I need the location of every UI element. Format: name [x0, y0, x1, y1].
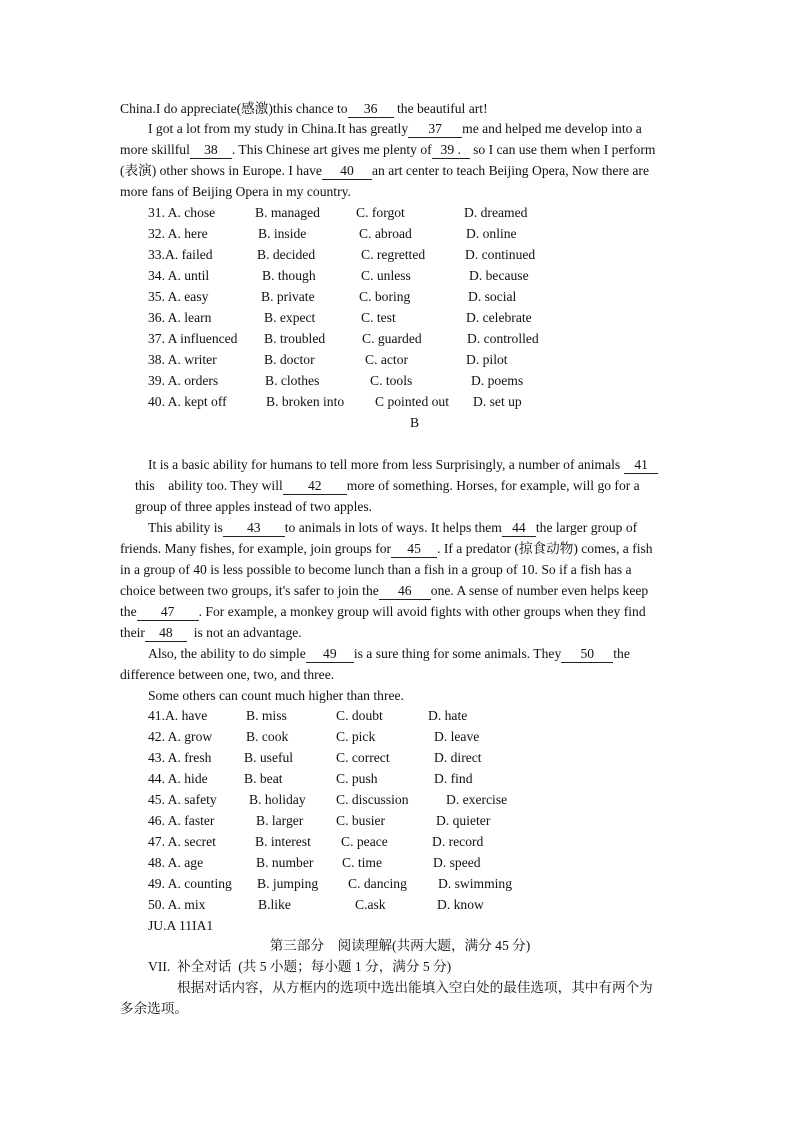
blank-49: 49 [306, 645, 354, 663]
blank-38: 38 [190, 141, 232, 159]
blank-36: 36 [348, 100, 394, 118]
passage-b-line-11: difference between one, two, and three. [120, 667, 335, 682]
passage-b-line-8: the 47 . For example, a monkey group will avoid fights with other groups when they find [120, 604, 646, 619]
section-seven-heading: VII. 补全对话 (共 5 小题；每小题 1 分，满分 5 分) [148, 959, 452, 974]
passage-b-line-12: Some others can count much higher than three. [148, 688, 404, 703]
passage-a-line-5: more fans of Beijing Opera in my country. [120, 184, 351, 199]
blank-40: 40 [322, 162, 372, 180]
blank-42: 42 [283, 477, 347, 495]
passage-b-line-3: group of three apples instead of two apples. [135, 499, 373, 514]
passage-b-line-10: Also, the ability to do simple 49 is a sure thing for some animals. They 50 the [148, 646, 630, 661]
passage-a-line-3: more skillful 38 . This Chinese art gives me plenty of 39 . so I can use them when I perform [120, 142, 656, 157]
blank-48: 48 [145, 624, 187, 642]
blank-39: 39 . [432, 141, 470, 159]
passage-b-line-4: This ability is 43 to animals in lots of ways. It helps them 44 the larger group of [148, 520, 638, 535]
passage-a-line-4: (表演) other shows in Europe. I have 40 an art center to teach Beijing Opera, Now there are [120, 163, 649, 178]
passage-a-line-2: I got a lot from my study in China.It has greatly 37 me and helped me develop into a [148, 121, 642, 136]
blank-46: 46 [379, 582, 431, 600]
blank-37: 37 [408, 120, 462, 138]
blank-47: 47 [137, 603, 199, 621]
passage-b-line-6: in a group of 40 is less possible to become lunch than a fish in a group of 10. So if a fish has a [120, 562, 632, 577]
instruction-line-1: 根据对话内容，从方框内的选项中选出能填入空白处的最佳选项，其中有两个为 [177, 980, 653, 995]
section-b-heading: B [410, 415, 420, 430]
passage-b-line-2: this ability too. They will 42 more of something. Horses, for example, will go for a [135, 478, 640, 493]
instruction-line-2: 多余选项。 [120, 1001, 188, 1016]
blank-44: 44 [502, 519, 536, 537]
passage-a-line-1: China.I do appreciate(感激)this chance to 36 the beautiful art! [120, 101, 488, 116]
code-label: JU.A 11IA1 [148, 918, 214, 933]
blank-45: 45 [391, 540, 437, 558]
passage-b-line-5: friends. Many fishes, for example, join groups for 45 . If a predator (掠食动物) comes, a fish [120, 541, 653, 556]
passage-b-line-7: choice between two groups, it's safer to join the 46 one. A sense of number even helps keep [120, 583, 649, 598]
blank-43: 43 [223, 519, 285, 537]
blank-41: 41 [624, 456, 658, 474]
part-three-heading: 第三部分 阅读理解(共两大题，满分 45 分) [269, 938, 531, 953]
blank-50: 50 [561, 645, 613, 663]
passage-b-line-1: It is a basic ability for humans to tell more from less Surprisingly, a number of animals 41 [148, 455, 658, 475]
passage-b-line-9: their 48 is not an advantage. [120, 625, 302, 640]
